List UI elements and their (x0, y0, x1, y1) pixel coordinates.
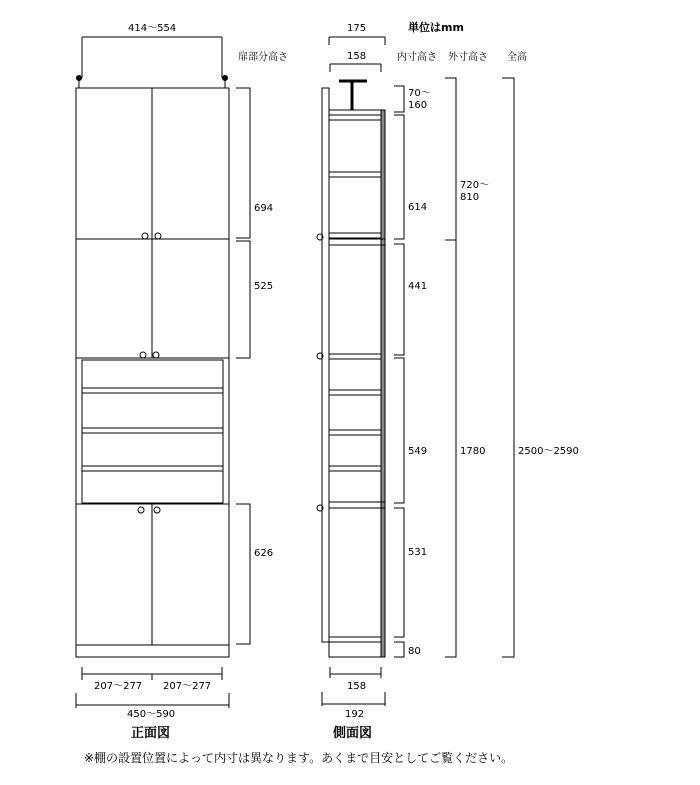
side-bottom-depth-inner: 158 (347, 681, 367, 692)
door-right-width: 207～277 (163, 681, 212, 692)
inner-height-1: 70～160 (408, 88, 431, 111)
inner-height-3: 441 (408, 281, 428, 292)
outer-height-header: 外寸高さ (448, 52, 488, 63)
total-height-value: 2500～2590 (518, 446, 579, 457)
inner-height-4: 549 (408, 446, 428, 457)
side-view (317, 37, 514, 706)
door-height-1: 694 (254, 203, 274, 214)
disclaimer-note: ※棚の設置位置によって内寸は異なります。あくまで目安としてご覧ください。 (84, 751, 514, 765)
inner-height-5: 531 (408, 547, 428, 558)
side-top-depth-outer: 175 (347, 23, 367, 34)
door-height-header: 扉部分高さ (238, 52, 288, 63)
inner-height-header: 内寸高さ (397, 52, 437, 63)
side-bottom-depth-outer: 192 (345, 709, 365, 720)
front-top-width: 414～554 (128, 23, 177, 34)
door-left-width: 207～277 (94, 681, 143, 692)
total-height-header: 全高 (507, 52, 527, 63)
inner-height-2: 614 (408, 202, 428, 213)
front-view-title: 正面図 (131, 726, 171, 741)
outer-height-1: 720～810 (460, 180, 490, 203)
door-height-2: 525 (254, 281, 274, 292)
front-view (76, 37, 250, 708)
side-view-title: 側面図 (333, 726, 373, 741)
units-label: 単位はmm (408, 21, 464, 34)
outer-height-2: 1780 (460, 446, 486, 457)
inner-height-6: 80 (408, 646, 421, 657)
front-total-width: 450～590 (127, 709, 176, 720)
side-top-depth-inner: 158 (347, 51, 367, 62)
door-height-3: 626 (254, 548, 274, 559)
